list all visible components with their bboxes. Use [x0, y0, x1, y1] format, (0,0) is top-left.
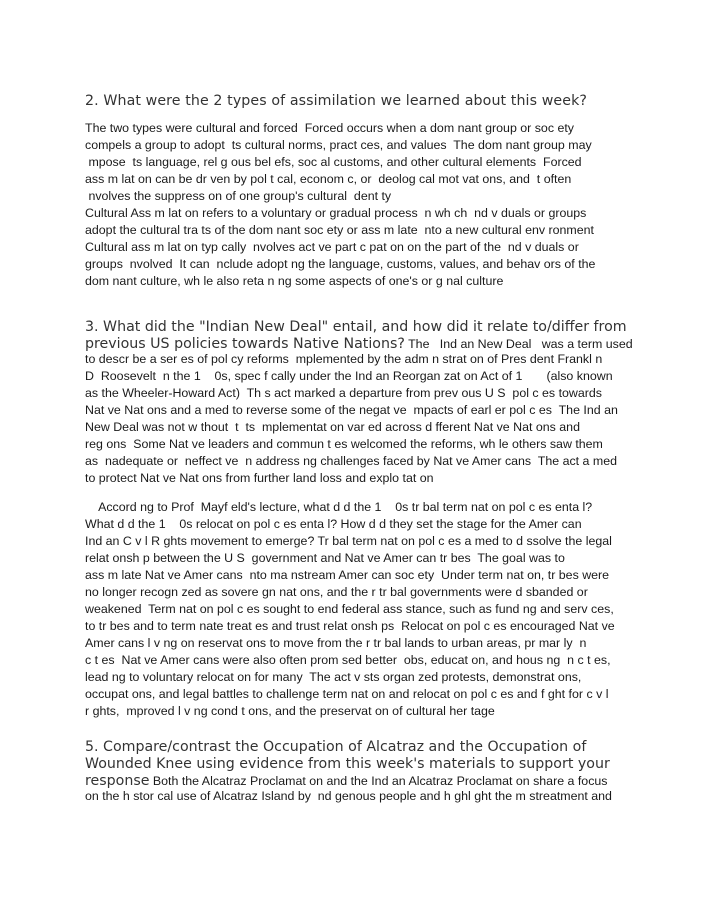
question-5-heading-text: response [85, 773, 150, 789]
answer-line: reg ons Some Nat ve leaders and commun t es welcomed the reforms, wh le others saw them [85, 437, 603, 451]
answer-line: dom nant culture, wh le also reta n ng some aspects of one's or g nal culture [85, 274, 504, 288]
answer-line: as the Wheeler-Howard Act) Th s act marked a departure from prev ous U S pol c es towards [85, 386, 602, 400]
question-4-line: ass m late Nat ve Amer cans nto ma nstream Amer can soc ety Under term nat on, tr bes were [85, 568, 610, 582]
question-4-line: c t es Nat ve Amer cans were also often prom sed better obs, educat on, and hous ng n c t es, [85, 653, 611, 667]
question-4-line: occupat ons, and legal battles to challenge term nat on and relocat on pol c es and f ght for c v l [85, 687, 609, 701]
question-4-line: no longer recogn zed as sovere gn nat ons, and the r tr bal governments were d sbanded or [85, 585, 588, 599]
answer-line: to descr be a ser es of pol cy reforms mplemented by the adm n strat on of Pres dent Frankl n [85, 352, 603, 366]
question-4-line: What d d the 1 0s relocat on pol c es enta l? How d d they set the stage for the Amer can [85, 517, 582, 531]
answer-line: Nat ve Nat ons and a med to reverse some of the negat ve mpacts of earl er pol c es The Ind an [85, 403, 618, 417]
answer-line: Cultural Ass m lat on refers to a voluntary or gradual process n wh ch nd v duals or groups [85, 206, 587, 220]
answer-line: compels a group to adopt ts cultural norms, pract ces, and values The dom nant group may [85, 138, 592, 152]
answer-line: mpose ts language, rel g ous bel efs, soc al customs, and other cultural elements Forced [85, 155, 582, 169]
question-5-answer-start: Both the Alcatraz Proclamat on and the Ind an Alcatraz Proclamat on share a focus [149, 774, 608, 788]
question-3-heading: 3. What did the "Indian New Deal" entail, and how did it relate to/differ from [85, 319, 627, 335]
answer-line: adopt the cultural tra ts of the dom nant soc ety or ass m late nto a new cultural env ronment [85, 223, 594, 237]
answer-line: Cultural ass m lat on typ cally nvolves act ve part c pat on on the part of the nd v duals or [85, 240, 579, 254]
question-4-line: Amer cans l v ng on reservat ons to move from the r tr bal lands to urban areas, pr mar ly n [85, 636, 587, 650]
question-2-heading: 2. What were the 2 types of assimilation we learned about this week? [85, 93, 588, 109]
question-4-line: weakened Term nat on pol c es sought to end federal ass stance, such as fund ng and serv ces, [85, 602, 614, 616]
answer-line: ass m lat on can be dr ven by pol t cal, econom c, or deolog cal mot vat ons, and t often [85, 172, 572, 186]
question-3-answer-start: The Ind an New Deal was a term used [404, 337, 633, 351]
question-4-line: to tr bes and to term nate treat es and trust relat onsh ps Relocat on pol c es encouraged Nat ve [85, 619, 615, 633]
question-4-line: lead ng to voluntary relocat on for many The act v sts organ zed protests, demonstrat ons, [85, 670, 582, 684]
answer-line: to protect Nat ve Nat ons from further land loss and explo tat on [85, 471, 434, 485]
answer-line: as nadequate or neffect ve n address ng challenges faced by Nat ve Amer cans The act a med [85, 454, 617, 468]
answer-line: New Deal was not w thout t ts mplementat on var ed across d fferent Nat ve Nat ons and [85, 420, 580, 434]
answer-line: nvolves the suppress on of one group's cultural dent ty [85, 189, 392, 203]
question-5-heading: 5. Compare/contrast the Occupation of Alcatraz and the Occupation of [85, 739, 587, 755]
answer-line: The two types were cultural and forced Forced occurs when a dom nant group or soc ety [85, 121, 574, 135]
question-5-heading-last [85, 773, 607, 789]
question-3-heading-continued [85, 336, 633, 352]
question-4-line: Ind an C v l R ghts movement to emerge? Tr bal term nat on pol c es a med to d ssolve the legal [85, 534, 612, 548]
question-4-line: relat onsh p between the U S government and Nat ve Amer can tr bes The goal was to [85, 551, 565, 565]
question-4-line: Accord ng to Prof Mayf eld's lecture, what d d the 1 0s tr bal term nat on pol c es enta l? [85, 500, 593, 514]
answer-line: groups nvolved It can nclude adopt ng the language, customs, values, and behav ors of the [85, 257, 596, 271]
answer-line: on the h stor cal use of Alcatraz Island by nd genous people and h ghl ght the m streatment and [85, 789, 612, 803]
answer-line: D Roosevelt n the 1 0s, spec f cally under the Ind an Reorgan zat on Act of 1 (also known [85, 369, 613, 383]
question-3-heading-text: previous US policies towards Native Nations? [85, 336, 405, 352]
question-5-heading-continued: Wounded Knee using evidence from this week's materials to support your [85, 756, 610, 772]
question-4-line: r ghts, mproved l v ng cond t ons, and the preservat on of cultural her tage [85, 704, 495, 718]
